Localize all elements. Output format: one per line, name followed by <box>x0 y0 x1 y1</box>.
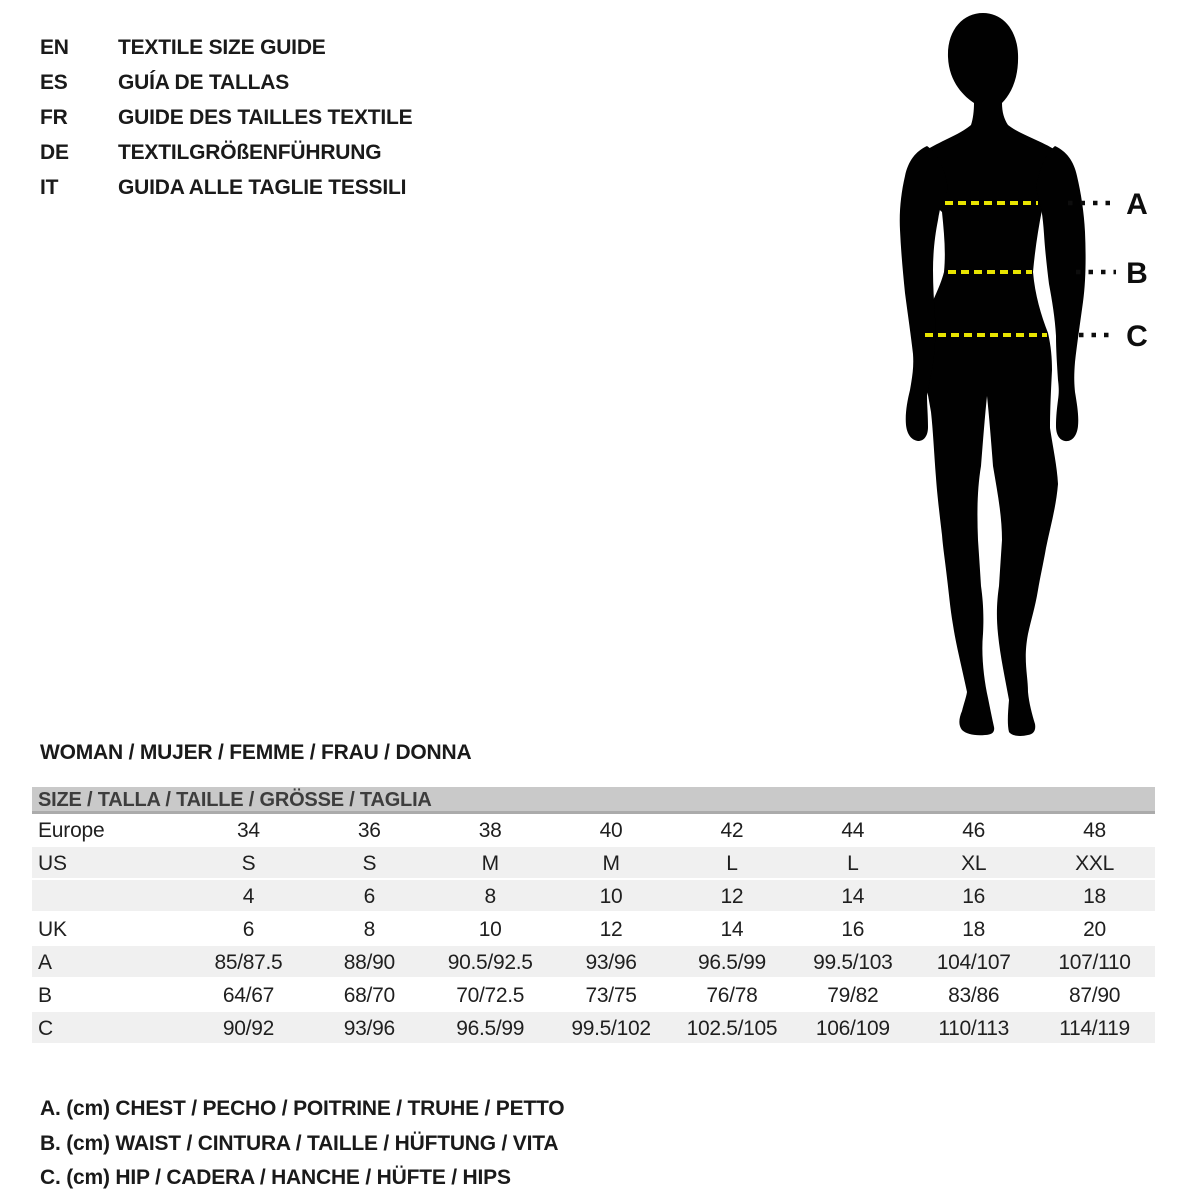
table-row <box>32 814 1155 847</box>
size-value-cell: 93/96 <box>343 1016 395 1040</box>
size-value-cell: 68/70 <box>343 983 395 1007</box>
table-row <box>32 946 1155 979</box>
guide-title: GUIDA ALLE TAGLIE TESSILI <box>118 175 407 199</box>
guide-title: GUIDE DES TAILLES TEXTILE <box>118 105 413 129</box>
size-value-cell: 90/92 <box>222 1016 274 1040</box>
language-row <box>40 100 412 135</box>
size-value-cell: 10 <box>478 917 502 941</box>
size-value-cell: 40 <box>599 818 623 842</box>
size-value-cell: 6 <box>363 884 375 908</box>
language-code: EN <box>40 35 69 59</box>
row-label: US <box>38 851 67 875</box>
table-row <box>32 913 1155 946</box>
size-value-cell: 14 <box>720 917 744 941</box>
size-value-cell: M <box>481 851 499 875</box>
size-value-cell: L <box>847 851 859 875</box>
size-table-body <box>32 814 1155 1045</box>
chest-label: A <box>1126 188 1148 221</box>
size-value-cell: 18 <box>962 917 986 941</box>
guide-title: GUÍA DE TALLAS <box>118 70 290 94</box>
size-value-cell: 96.5/99 <box>456 1016 525 1040</box>
language-list <box>40 30 412 205</box>
size-value-cell: 107/110 <box>1058 950 1131 974</box>
language-code: FR <box>40 105 68 129</box>
size-value-cell: L <box>726 851 738 875</box>
size-value-cell: 16 <box>962 884 986 908</box>
table-row <box>32 847 1155 880</box>
size-value-cell: 114/119 <box>1059 1016 1130 1040</box>
woman-silhouette-figure <box>840 0 1200 760</box>
size-value-cell: 96.5/99 <box>697 950 766 974</box>
section-title: WOMAN / MUJER / FEMME / FRAU / DONNA <box>40 741 472 764</box>
measurement-legend <box>40 1092 564 1196</box>
language-row <box>40 170 412 205</box>
legend-line: B. (cm) WAIST / CINTURA / TAILLE / HÜFTUNG / VITA <box>40 1131 559 1155</box>
size-value-cell: XL <box>961 851 987 875</box>
size-value-cell: 48 <box>1083 818 1106 842</box>
size-value-cell: 104/107 <box>936 950 1011 974</box>
size-value-cell: 106/109 <box>815 1016 890 1040</box>
language-code: DE <box>40 140 69 164</box>
language-row <box>40 30 412 65</box>
legend-line: C. (cm) HIP / CADERA / HANCHE / HÜFTE / HIPS <box>40 1166 511 1189</box>
size-value-cell: 76/78 <box>706 983 758 1007</box>
size-value-cell: 12 <box>720 884 744 908</box>
size-value-cell: 87/90 <box>1069 983 1121 1007</box>
size-value-cell: 83/86 <box>948 983 1000 1007</box>
size-value-cell: XXL <box>1075 851 1114 875</box>
size-value-cell: 12 <box>599 917 623 941</box>
language-code: IT <box>40 175 59 199</box>
size-value-cell: 70/72.5 <box>456 983 525 1007</box>
size-value-cell: 18 <box>1083 884 1106 908</box>
size-value-cell: 8 <box>484 884 496 908</box>
size-value-cell: 14 <box>841 884 865 908</box>
size-value-cell: 34 <box>237 818 260 842</box>
size-value-cell: 110/113 <box>938 1016 1010 1040</box>
language-code: ES <box>40 70 68 94</box>
size-value-cell: 16 <box>841 917 865 941</box>
language-row <box>40 65 412 100</box>
size-value-cell: S <box>241 851 256 875</box>
row-label: A <box>38 950 52 974</box>
size-value-cell: 85/87.5 <box>214 950 283 974</box>
size-value-cell: 64/67 <box>222 983 274 1007</box>
hip-label: C <box>1126 320 1148 353</box>
size-value-cell: 79/82 <box>827 983 879 1007</box>
woman-silhouette-body <box>906 13 1077 736</box>
table-row <box>32 1012 1155 1045</box>
row-label: C <box>38 1016 53 1040</box>
size-value-cell: 44 <box>841 818 865 842</box>
size-value-cell: 36 <box>357 818 381 842</box>
waist-label: B <box>1126 257 1148 290</box>
size-value-cell: M <box>602 851 620 875</box>
size-value-cell: 102.5/105 <box>686 1016 778 1040</box>
size-value-cell: 10 <box>599 884 623 908</box>
guide-title: TEXTILE SIZE GUIDE <box>118 35 326 59</box>
size-value-cell: 38 <box>478 818 502 842</box>
guide-title: TEXTILGRÖßENFÜHRUNG <box>118 140 382 164</box>
size-value-cell: 46 <box>962 818 986 842</box>
size-value-cell: 42 <box>720 818 744 842</box>
size-value-cell: 6 <box>242 917 255 941</box>
table-row <box>32 979 1155 1012</box>
row-label: B <box>38 983 52 1007</box>
size-value-cell: 4 <box>242 884 255 908</box>
table-row <box>32 880 1155 913</box>
row-label: UK <box>38 917 67 941</box>
size-value-cell: 73/75 <box>585 983 637 1007</box>
size-value-cell: 99.5/103 <box>813 950 893 974</box>
size-value-cell: 99.5/102 <box>571 1016 651 1040</box>
size-value-cell: 8 <box>363 917 375 941</box>
size-value-cell: S <box>362 851 377 875</box>
row-label: Europe <box>38 818 105 842</box>
language-row <box>40 135 412 170</box>
size-value-cell: 93/96 <box>585 950 637 974</box>
legend-line: A. (cm) CHEST / PECHO / POITRINE / TRUHE / PETTO <box>40 1097 565 1120</box>
size-table <box>32 787 1155 1045</box>
size-value-cell: 90.5/92.5 <box>447 950 533 974</box>
size-value-cell: 20 <box>1083 917 1106 941</box>
size-value-cell: 88/90 <box>343 950 395 974</box>
size-table-header: SIZE / TALLA / TAILLE / GRÖSSE / TAGLIA <box>32 787 1155 814</box>
